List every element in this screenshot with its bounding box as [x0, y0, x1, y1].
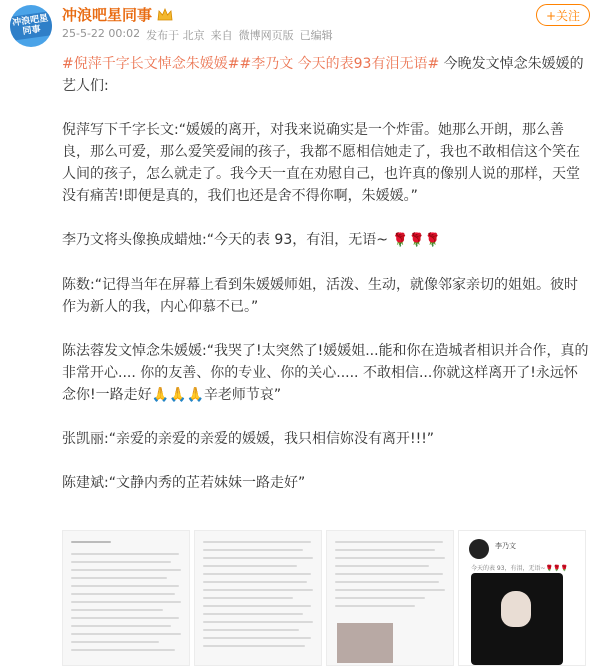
avatar[interactable]: [10, 5, 52, 47]
post-header: [0, 0, 600, 44]
author-name[interactable]: 冲浪吧星同事: [62, 6, 153, 24]
topic-link[interactable]: #李乃文 今天的表93有泪无语#: [239, 56, 440, 72]
edited-label[interactable]: 已编辑: [299, 29, 333, 42]
avatar-text: 冲浪吧星同事: [10, 11, 52, 41]
image-thumbnail[interactable]: [458, 530, 586, 666]
profile-avatar: [469, 539, 489, 559]
paragraph-linaiwen: [62, 229, 590, 252]
rose-emoji-group: 🌹🌹🌹: [392, 233, 441, 248]
paragraph-zhangkaili: 张凯丽:“亲爱的亲爱的亲爱的媛媛，我只相信妳没有离开!!!”: [62, 431, 435, 447]
paragraph-chenjianbin: 陈建斌:“文静内秀的芷若妹妹一路走好”: [62, 475, 306, 491]
author-row: [62, 4, 173, 25]
paragraph-linaiwen-text: 李乃文将头像换成蜡烛:“今天的表 93，有泪，无语~: [62, 232, 388, 248]
topic-link[interactable]: #倪萍千字长文悼念朱媛媛#: [62, 56, 240, 72]
image-thumbnail[interactable]: [194, 530, 322, 666]
paragraph-chenshu: 陈数:“记得当年在屏幕上看到朱媛媛师姐，活泼、生动，就像邻家亲切的姐姐。彼时作为新人的我，内心仰慕不已。”: [62, 277, 578, 315]
post-timestamp[interactable]: 25-5-22 00:02: [62, 27, 141, 40]
group-photo: [337, 623, 393, 663]
image-thumbnail[interactable]: [326, 530, 454, 666]
paragraph-chenfarong: 陈法蓉发文悼念朱媛媛:“我哭了!太突然了!媛媛姐...能和你在造城者相识并合作，真的非常开心.... 你的友善、你的专业、你的关心..... 不敢相信...你就这样离开了!永远怀念你!一路走好🙏🙏🙏辛老师节哀”: [62, 343, 589, 403]
portrait-photo: [471, 573, 563, 665]
profile-name: 李乃文: [495, 542, 516, 550]
paragraph-niping: 倪萍写下千字长文:“媛媛的离开，对我来说确实是一个炸雷。她那么开朗，那么善良，那么可爱，那么爱笑爱闹的孩子，我都不愿相信她走了，我也不敢相信这个笑在人间的孩子，怎么就走了。我今天一直在劝慰自己，也许真的像别人说的那样，天堂没有痛苦!即便是真的，我们也还是舍不得你啊，朱媛媛。”: [62, 122, 580, 204]
post-body: [62, 53, 590, 494]
profile-caption: 今天的表 93，有泪，无语~🌹🌹🌹: [471, 565, 568, 572]
image-thumbnail[interactable]: [62, 530, 190, 666]
post-meta: [62, 27, 333, 43]
crown-icon: [157, 8, 173, 22]
post-location: 发布于 北京: [146, 29, 205, 42]
follow-button[interactable]: +关注: [536, 4, 590, 26]
image-grid: [62, 530, 586, 666]
intro-text: 今晚发文悼念朱媛媛的艺人们:: [62, 56, 584, 94]
via-prefix: 来自: [210, 29, 233, 42]
via-app: 微博网页版: [238, 29, 294, 42]
post-intro: [62, 53, 590, 97]
